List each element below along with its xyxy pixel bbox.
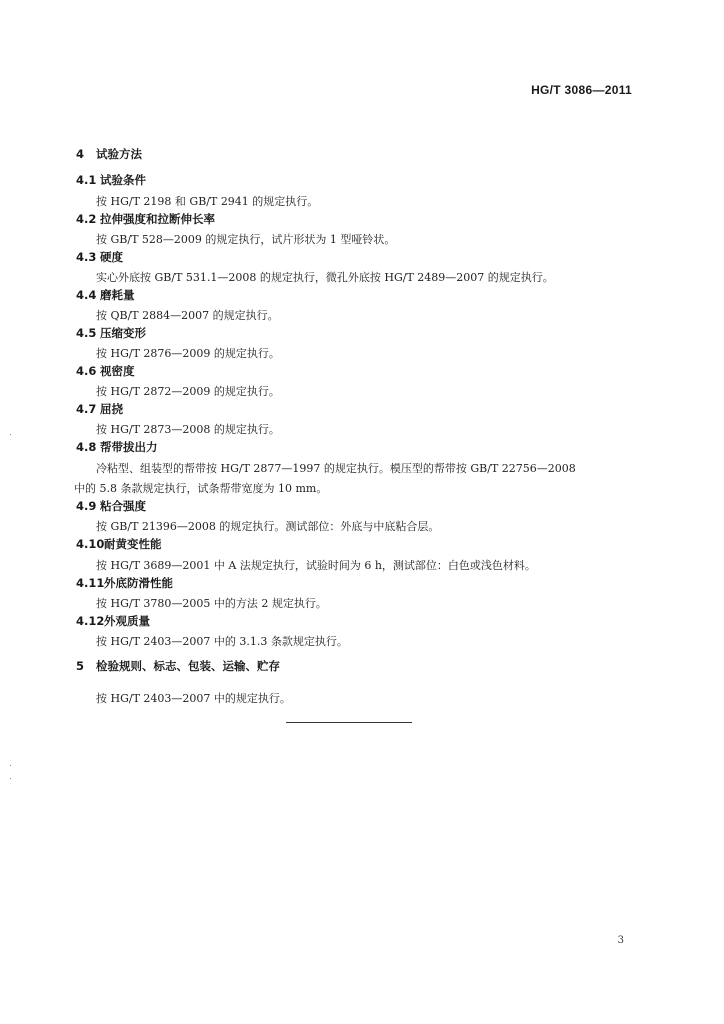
- clause-title: 帮带拔出力: [100, 440, 158, 454]
- clause-4-1-heading: [76, 172, 146, 188]
- section-5-text: 按 HG/T 2403—2007 中的规定执行。: [96, 692, 291, 705]
- clause-4-7-text: 按 HG/T 2873—2008 的规定执行。: [96, 423, 280, 436]
- clause-number: 4.5: [76, 326, 97, 340]
- clause-4-6-text: 按 HG/T 2872—2009 的规定执行。: [96, 385, 280, 398]
- clause-4-8-heading: [76, 439, 158, 455]
- clause-number: 4.9: [76, 499, 97, 513]
- clause-4-4-heading: [76, 287, 135, 303]
- clause-4-10-text: 按 HG/T 3689—2001 中 A 法规定执行，试验时间为 6 h，测试部位：白色或浅色材料。: [96, 559, 536, 572]
- page-number: 3: [617, 935, 624, 946]
- clause-4-2-heading: [76, 211, 215, 227]
- clause-title: 外观质量: [104, 614, 150, 628]
- clause-4-8-text-line1: 冷粘型、组装型的帮带按 HG/T 2877—1997 的规定执行。模压型的帮带按 GB/T 22756—2008: [96, 462, 576, 475]
- clause-4-3-heading: [76, 249, 123, 265]
- clause-4-5-heading: [76, 325, 146, 341]
- clause-4-8-text-line2: 中的 5.8 条款规定执行，试条帮带宽度为 10 mm。: [74, 482, 328, 495]
- standard-code: HG/T 3086—2011: [531, 83, 632, 97]
- section-title: 试验方法: [96, 147, 142, 161]
- clause-number: 4.10: [76, 537, 105, 551]
- clause-title: 耐黄变性能: [104, 537, 162, 551]
- clause-title: 硬度: [100, 250, 123, 264]
- clause-4-12-text: 按 HG/T 2403—2007 中的 3.1.3 条款规定执行。: [96, 635, 348, 648]
- clause-title: 屈挠: [100, 402, 123, 416]
- clause-4-1-text: 按 HG/T 2198 和 GB/T 2941 的规定执行。: [96, 195, 319, 208]
- clause-title: 试验条件: [100, 173, 146, 187]
- scan-speck: [10, 434, 11, 435]
- clause-4-9-heading: [76, 498, 146, 514]
- clause-title: 视密度: [100, 364, 135, 378]
- clause-4-6-heading: [76, 363, 135, 379]
- clause-title: 磨耗量: [100, 288, 135, 302]
- clause-4-11-heading: [76, 575, 173, 591]
- clause-number: 4.2: [76, 212, 97, 226]
- clause-number: 4.6: [76, 364, 97, 378]
- clause-number: 4.4: [76, 288, 97, 302]
- clause-4-5-text: 按 HG/T 2876—2009 的规定执行。: [96, 347, 280, 360]
- clause-title: 粘合强度: [100, 499, 146, 513]
- section-5-heading: [76, 658, 280, 674]
- clause-4-9-text: 按 GB/T 21396—2008 的规定执行。测试部位：外底与中底粘合层。: [96, 520, 440, 533]
- clause-number: 4.8: [76, 440, 97, 454]
- clause-4-4-text: 按 QB/T 2884—2007 的规定执行。: [96, 309, 279, 322]
- section-title: 检验规则、标志、包装、运输、贮存: [96, 659, 280, 673]
- clause-4-7-heading: [76, 401, 123, 417]
- clause-4-2-text: 按 GB/T 528—2009 的规定执行，试片形状为 1 型哑铃状。: [96, 233, 396, 246]
- scan-speck: [10, 778, 11, 779]
- scan-speck: [10, 765, 11, 766]
- clause-title: 拉伸强度和拉断伸长率: [100, 212, 215, 226]
- section-4-heading: [76, 146, 142, 162]
- clause-number: 4.11: [76, 576, 105, 590]
- section-number: 4: [76, 147, 85, 161]
- clause-4-10-heading: [76, 536, 162, 552]
- clause-number: 4.12: [76, 614, 105, 628]
- clause-number: 4.7: [76, 402, 97, 416]
- clause-number: 4.3: [76, 250, 97, 264]
- section-number: 5: [76, 659, 85, 673]
- clause-4-3-text: 实心外底按 GB/T 531.1—2008 的规定执行，微孔外底按 HG/T 2489—2007 的规定执行。: [96, 271, 554, 284]
- clause-4-11-text: 按 HG/T 3780—2005 中的方法 2 规定执行。: [96, 597, 327, 610]
- clause-4-12-heading: [76, 613, 150, 629]
- clause-title: 压缩变形: [100, 326, 146, 340]
- clause-number: 4.1: [76, 173, 97, 187]
- clause-title: 外底防滑性能: [104, 576, 173, 590]
- end-rule: [286, 722, 412, 723]
